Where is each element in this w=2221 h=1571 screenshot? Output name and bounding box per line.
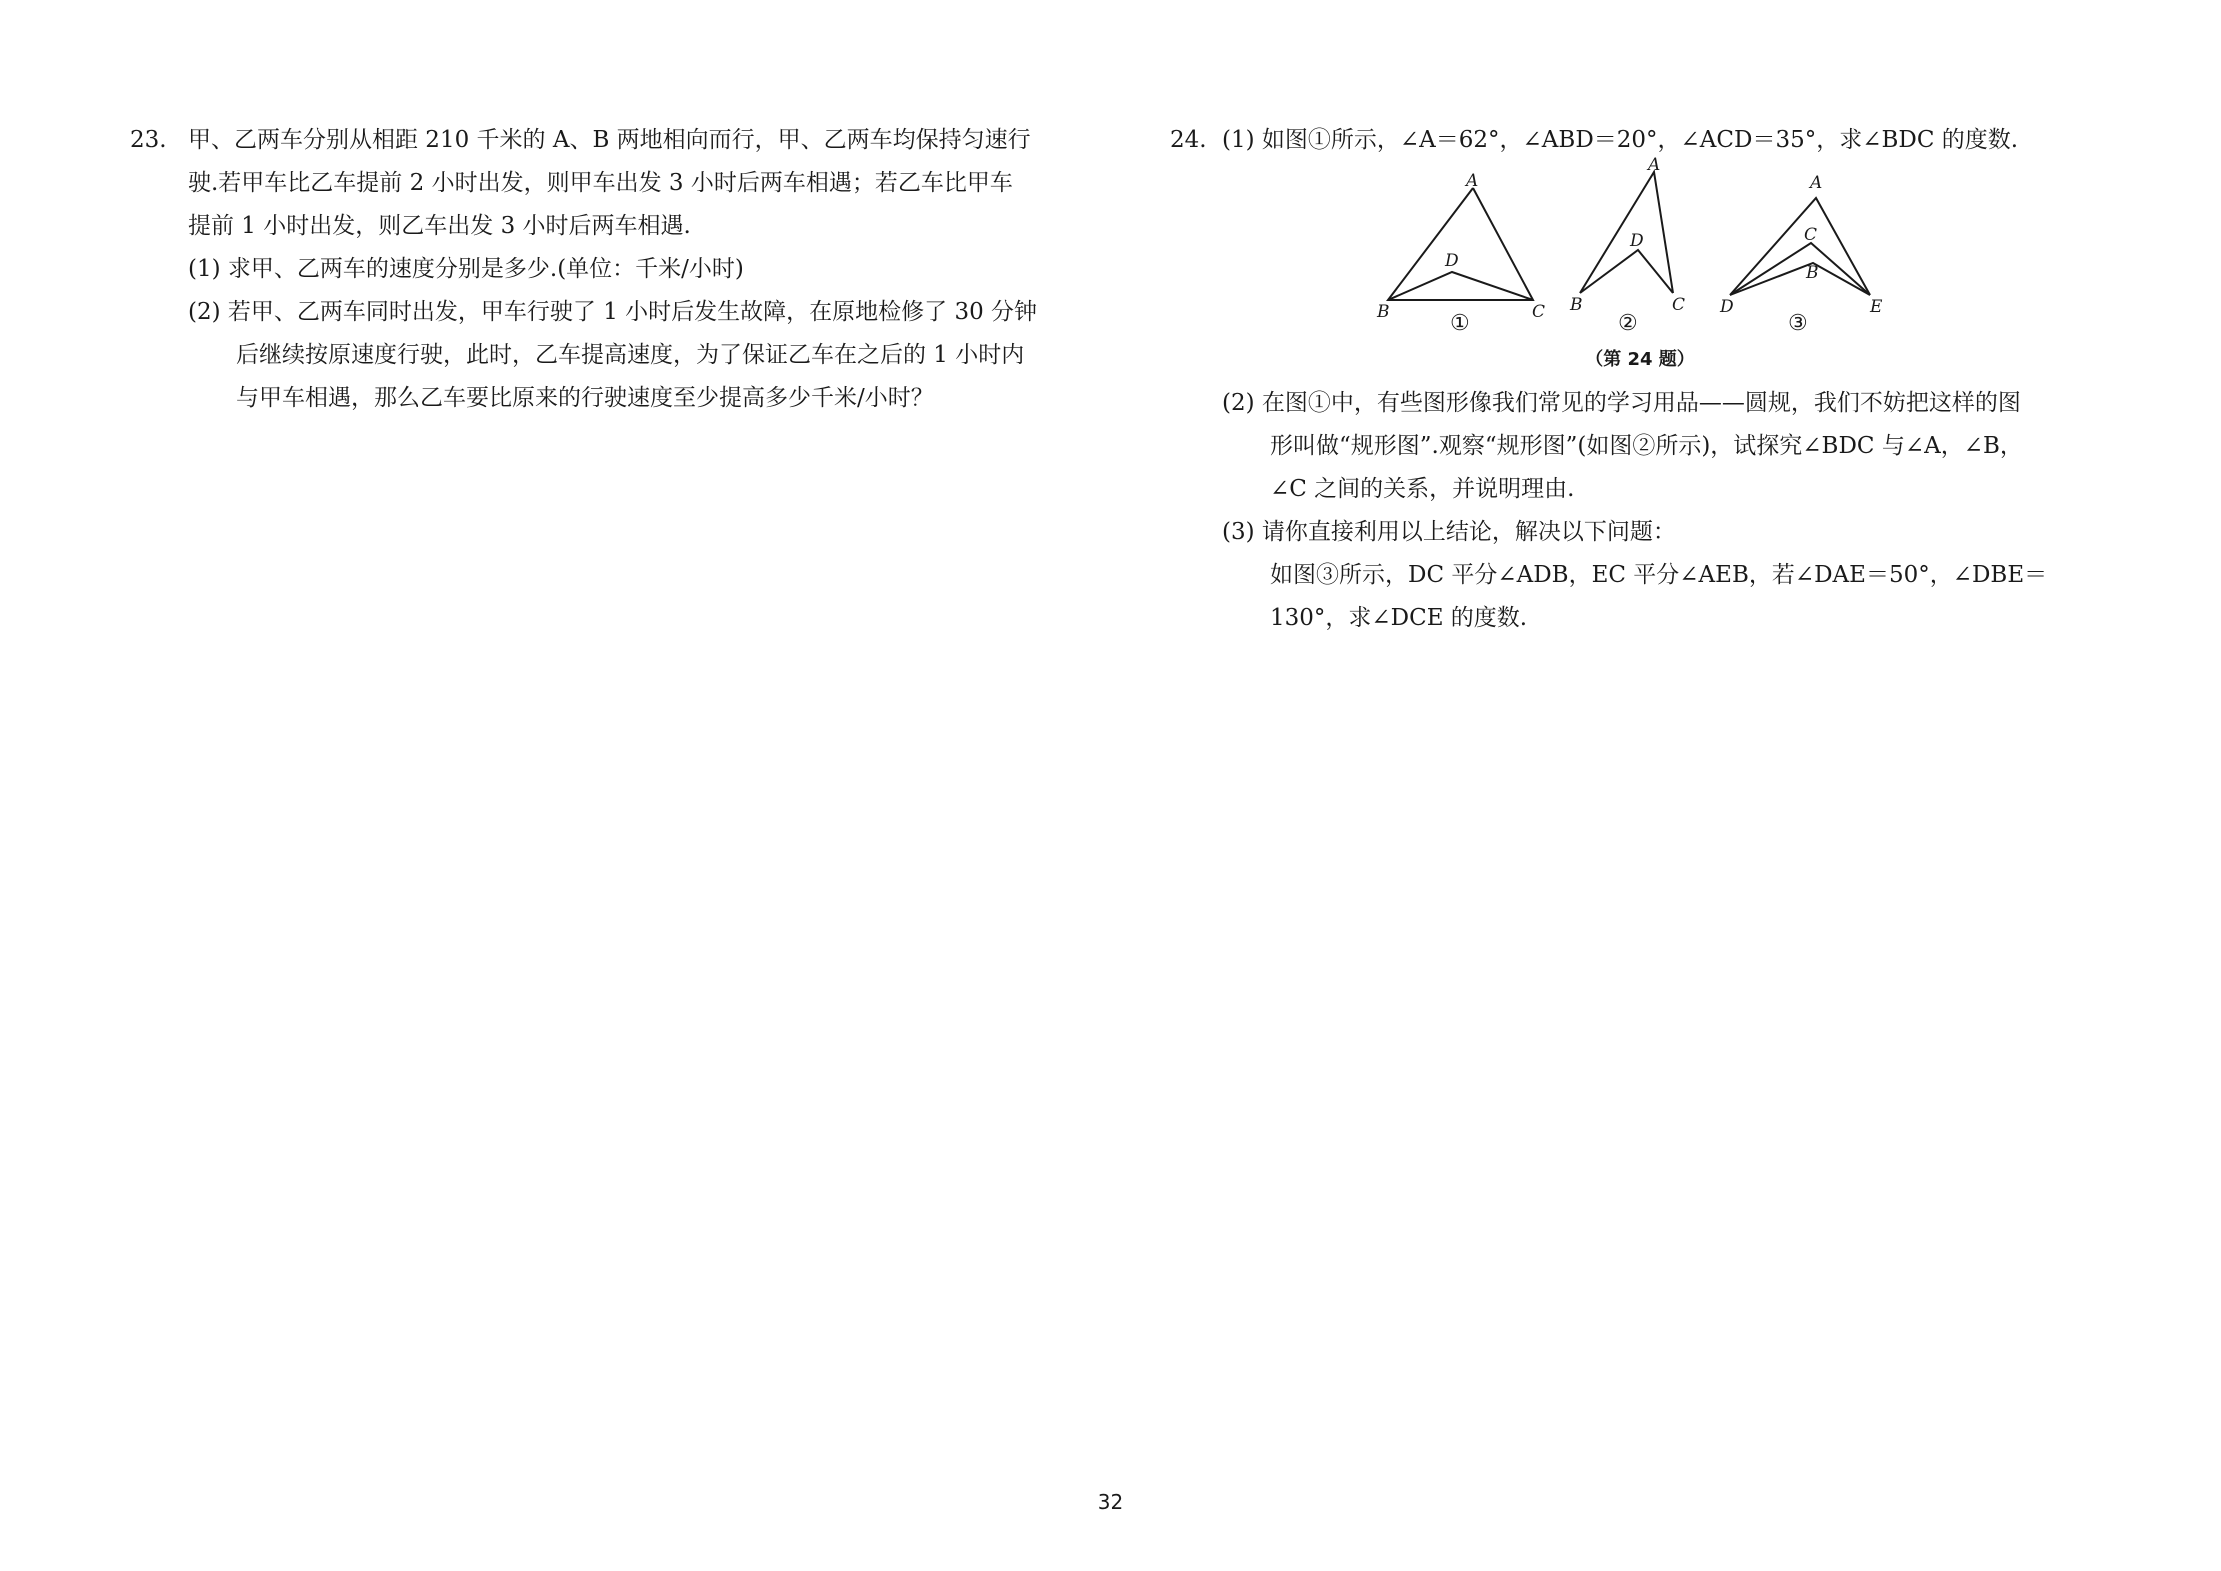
sub-question-3-line: 130°，求∠DCE 的度数. <box>1270 605 1528 631</box>
point-label: A <box>1810 173 1823 193</box>
point-label: C <box>1532 302 1546 322</box>
question-text-line: 甲、乙两车分别从相距 210 千米的 A、B 两地相向而行，甲、乙两车均保持匀速行 <box>188 127 1031 153</box>
sub-question-2-line: 形叫做“规形图”.观察“规形图”(如图②所示)，试探究∠BDC 与∠A，∠B， <box>1270 433 2023 459</box>
point-label: B <box>1377 302 1390 322</box>
question-number: 23. <box>130 127 167 153</box>
sub-question-3: (3) 请你直接利用以上结论，解决以下问题： <box>1222 519 1676 545</box>
sub-question-2-line: 与甲车相遇，那么乙车要比原来的行驶速度至少提高多少千米/小时？ <box>236 385 934 411</box>
point-label: E <box>1870 297 1883 317</box>
point-label: A <box>1648 155 1661 175</box>
figure-1-label: ① <box>1450 311 1470 336</box>
fig1-outline <box>1388 188 1533 300</box>
figure-2-label: ② <box>1618 311 1638 336</box>
sub-question-2-line: 后继续按原速度行驶，此时，乙车提高速度，为了保证乙车在之后的 1 小时内 <box>236 342 1025 368</box>
sub-question-2: (2) 若甲、乙两车同时出发，甲车行驶了 1 小时后发生故障，在原地检修了 30 分钟 <box>188 299 1038 325</box>
question-text-line: 驶.若甲车比乙车提前 2 小时出发，则甲车出发 3 小时后两车相遇；若乙车比甲车 <box>188 170 1013 196</box>
point-label: B <box>1570 295 1583 315</box>
sub-question-1: (1) 如图①所示，∠A＝62°，∠ABD＝20°，∠ACD＝35°，求∠BDC 的度数. <box>1222 127 2019 153</box>
point-label: B <box>1806 263 1819 283</box>
sub-question-2: (2) 在图①中，有些图形像我们常见的学习用品——圆规，我们不妨把这样的图 <box>1222 390 2021 416</box>
figure-caption: （第 24 题） <box>1585 349 1695 370</box>
fig1-inner <box>1388 272 1533 300</box>
point-label: D <box>1630 231 1644 251</box>
sub-question-1: (1) 求甲、乙两车的速度分别是多少.(单位：千米/小时) <box>188 256 744 282</box>
point-label: D <box>1720 297 1734 317</box>
point-label: A <box>1466 171 1479 191</box>
question-number: 24. <box>1170 127 1207 153</box>
point-label: C <box>1672 295 1686 315</box>
page-number: 32 <box>1097 1490 1124 1514</box>
sub-question-3-line: 如图③所示，DC 平分∠ADB，EC 平分∠AEB，若∠DAE＝50°，∠DBE＝ <box>1270 562 2048 588</box>
figure-3-label: ③ <box>1788 311 1808 336</box>
point-label: D <box>1445 251 1459 271</box>
question-text-line: 提前 1 小时出发，则乙车出发 3 小时后两车相遇. <box>188 213 691 239</box>
point-label: C <box>1804 225 1818 245</box>
sub-question-2-line: ∠C 之间的关系，并说明理由. <box>1270 476 1575 502</box>
figure-group <box>1377 155 1900 372</box>
fig3-inner-b <box>1730 263 1870 295</box>
geometry-figures <box>1377 155 1900 372</box>
